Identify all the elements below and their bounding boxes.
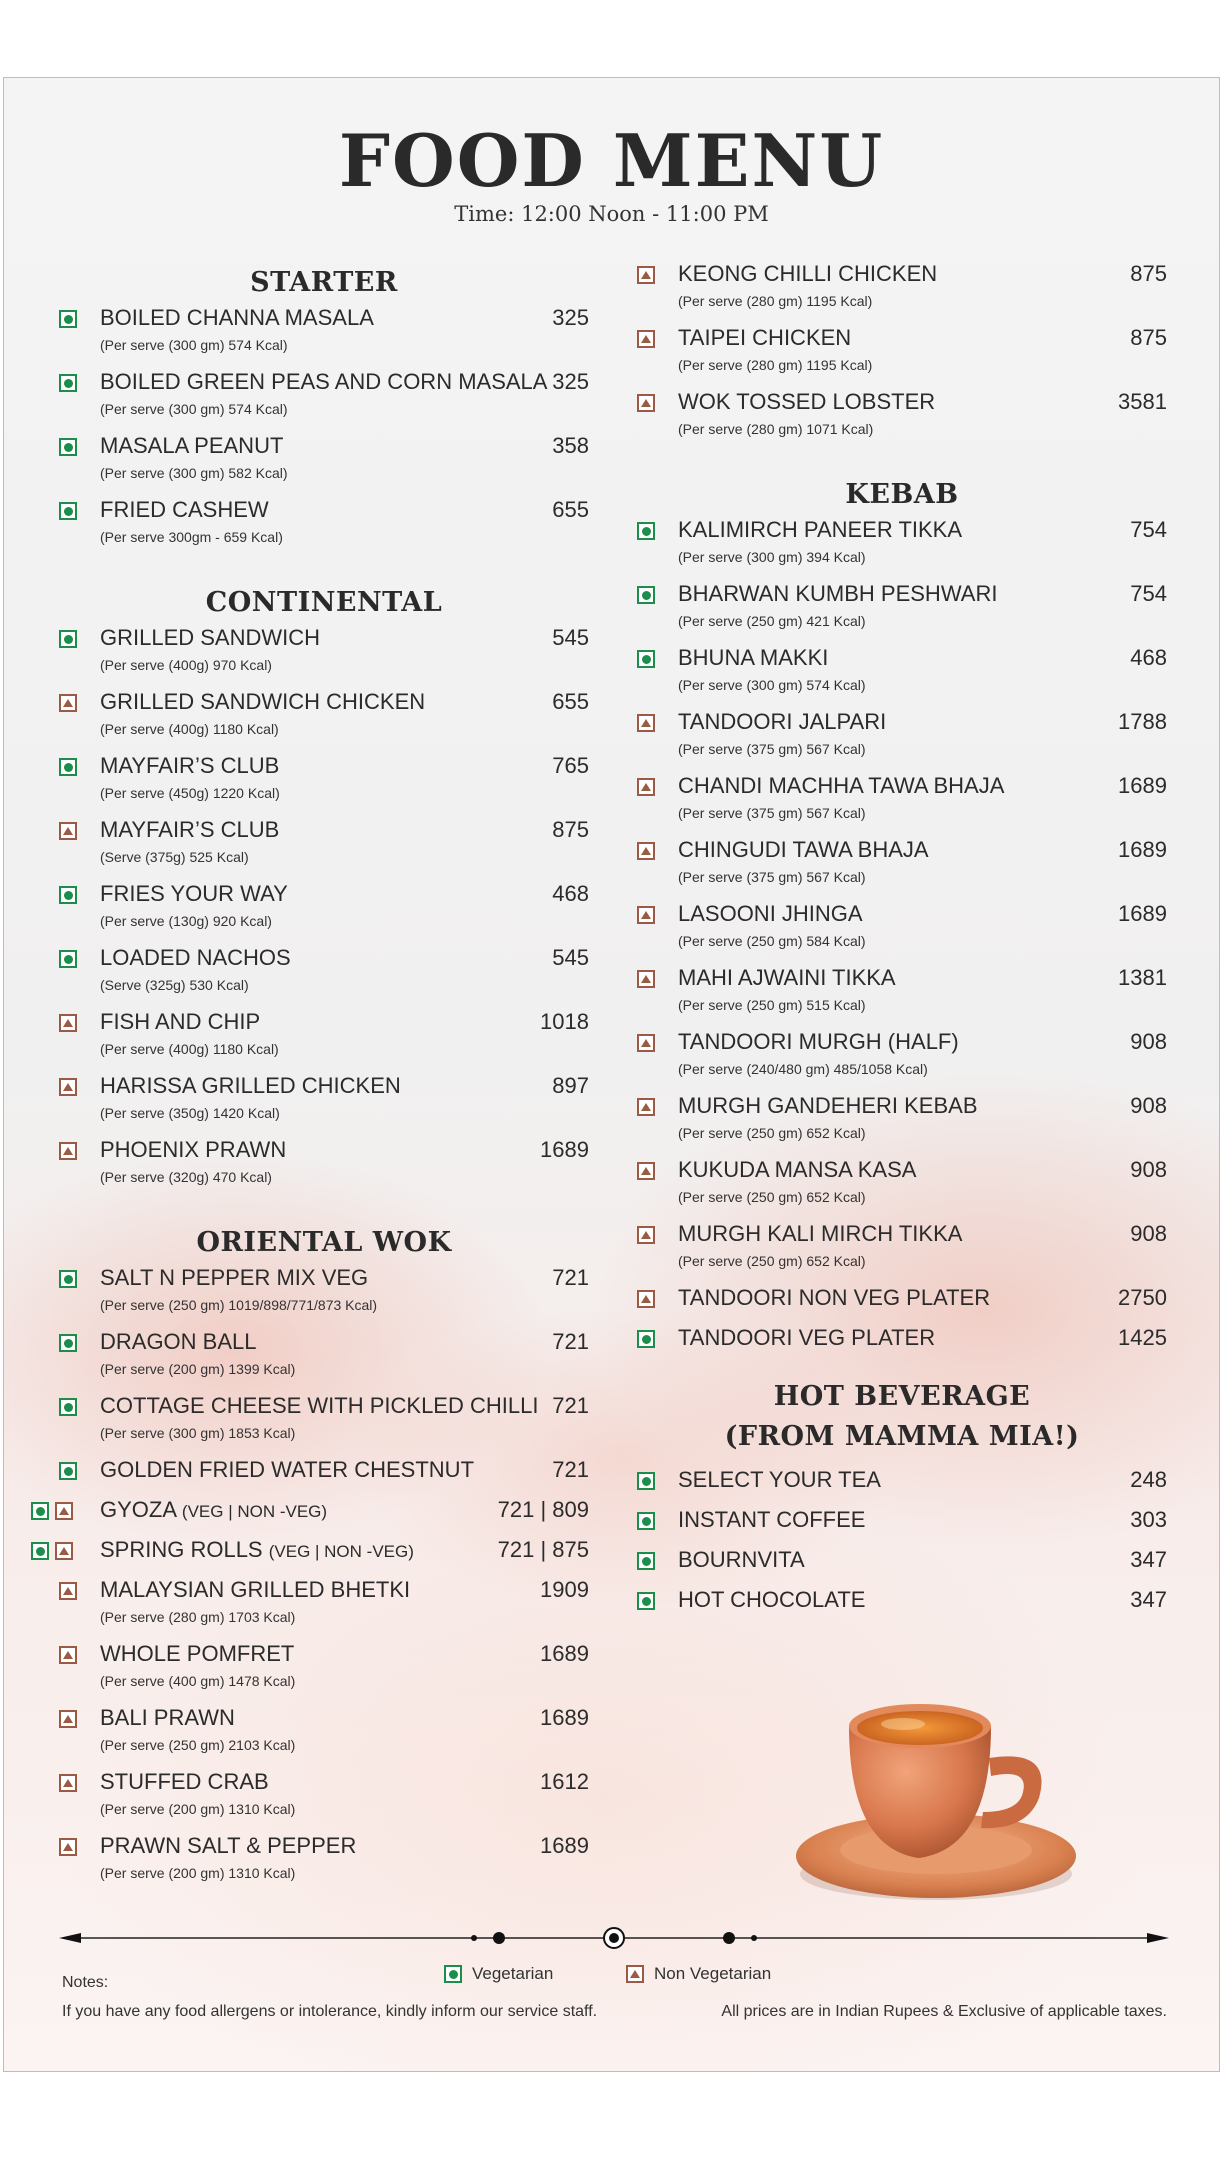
non-veg-symbol-icon [55,1502,73,1520]
notes-title: Notes: [62,1974,109,1991]
menu-item [59,433,589,497]
item-price: 1689 [540,1641,589,1666]
menu-item [59,1137,589,1201]
item-price: 655 [552,689,589,714]
non-veg-symbol-icon [59,1582,77,1600]
veg-symbol-icon [59,1398,77,1416]
item-name: MAYFAIR’S CLUB [100,753,280,778]
section-heading-kebab: KEBAB [845,479,959,510]
item-name: MAYFAIR’S CLUB [100,817,280,842]
non-veg-symbol-icon [637,1034,655,1052]
item-serving: (Per serve (250 gm) 652 Kcal) [678,1125,866,1141]
item-price: 545 [552,945,589,970]
item-serving: (Per serve (375 gm) 567 Kcal) [678,805,866,821]
menu-item [637,1029,1167,1093]
item-name: KEONG CHILLI CHICKEN [678,261,938,286]
menu-item [59,753,589,817]
menu-item [637,901,1167,965]
menu-item [637,709,1167,773]
veg-symbol-icon [637,586,655,604]
section-heading-continental: CONTINENTAL [205,587,443,618]
item-name [100,1537,414,1563]
veg-symbol-icon [59,310,77,328]
non-veg-symbol-icon [59,822,77,840]
item-serving: (Per serve (350g) 1420 Kcal) [100,1105,280,1121]
veg-symbol-icon [637,1330,655,1348]
item-serving: (Per serve (300 gm) 574 Kcal) [678,677,866,693]
non-veg-symbol-icon [55,1542,73,1560]
right-column [637,261,1167,1627]
opening-hours: Time: 12:00 Noon - 11:00 PM [454,202,769,226]
menu-item [637,1093,1167,1157]
menu-item [59,1641,589,1705]
item-name: PRAWN SALT & PEPPER [100,1833,357,1858]
item-serving: (Per serve (200 gm) 1399 Kcal) [100,1361,296,1377]
item-name-text: GYOZA [100,1497,176,1522]
item-price: 1909 [540,1577,589,1602]
non-veg-symbol-icon [637,1098,655,1116]
tea-cup-icon [791,1678,1081,1908]
item-serving: (Per serve (320g) 470 Kcal) [100,1169,272,1185]
item-name: BOURNVITA [678,1547,805,1572]
legend-nonveg-label: Non Vegetarian [654,1964,772,1983]
menu-item [637,517,1167,581]
item-serving: (Per serve (375 gm) 567 Kcal) [678,741,866,757]
non-veg-symbol-icon [637,330,655,348]
item-serving: (Per serve 300gm - 659 Kcal) [100,529,283,545]
veg-symbol-icon [59,374,77,392]
item-serving: (Per serve (300 gm) 1853 Kcal) [100,1425,296,1441]
item-price: 721 [552,1457,589,1482]
item-price: 347 [1130,1547,1167,1572]
legend-veg-label: Vegetarian [472,1964,554,1983]
menu-item [637,645,1167,709]
item-serving: (Per serve (300 gm) 582 Kcal) [100,465,288,481]
item-name: INSTANT COFFEE [678,1507,866,1532]
item-price: 1381 [1118,965,1167,990]
item-name: LASOONI JHINGA [678,901,863,926]
item-price: 358 [552,433,589,458]
menu-item [637,1157,1167,1221]
item-price: 908 [1130,1157,1167,1182]
veg-symbol-icon [59,502,77,520]
item-price: 908 [1130,1029,1167,1054]
menu-item [59,689,589,753]
item-price: 897 [552,1073,589,1098]
non-veg-symbol-icon [626,1965,644,1983]
menu-item [59,1265,589,1329]
menu-item [59,1577,589,1641]
item-variant-tag: (VEG | NON -VEG) [268,1542,414,1561]
item-name: TANDOORI VEG PLATER [678,1325,936,1350]
decorative-divider [59,1923,1169,1953]
item-name: LOADED NACHOS [100,945,291,970]
item-price: 3581 [1118,389,1167,414]
menu-item [59,1497,589,1537]
prices-note: All prices are in Indian Rupees & Exclusive of applicable taxes. [721,2003,1167,2020]
item-price: 545 [552,625,589,650]
item-price: 248 [1130,1467,1167,1492]
non-veg-symbol-icon [637,1226,655,1244]
item-price: 721 | 809 [497,1497,589,1522]
item-name: KALIMIRCH PANEER TIKKA [678,517,963,542]
item-price: 1689 [540,1705,589,1730]
item-name: FRIES YOUR WAY [100,881,288,906]
hot-beverage-title: HOT BEVERAGE [773,1381,1031,1412]
item-price: 655 [552,497,589,522]
item-price: 721 | 875 [497,1537,589,1562]
item-name: BHUNA MAKKI [678,645,829,670]
item-serving: (Per serve (280 gm) 1071 Kcal) [678,421,874,437]
item-name: BHARWAN KUMBH PESHWARI [678,581,998,606]
menu-item [59,1073,589,1137]
non-veg-symbol-icon [637,1162,655,1180]
item-serving: (Per serve (300 gm) 394 Kcal) [678,549,866,565]
non-veg-symbol-icon [59,1710,77,1728]
item-name: MAHI AJWAINI TIKKA [678,965,896,990]
item-name: FRIED CASHEW [100,497,269,522]
veg-symbol-icon [637,522,655,540]
item-price: 721 [552,1265,589,1290]
menu-item [59,497,589,561]
section-heading-hot-beverage [637,1377,1167,1461]
menu-item [637,261,1167,325]
veg-symbol-icon [59,1334,77,1352]
menu-item [59,817,589,881]
non-veg-symbol-icon [637,778,655,796]
item-name: BOILED CHANNA MASALA [100,305,374,330]
veg-symbol-icon [637,1472,655,1490]
item-name: GRILLED SANDWICH [100,625,321,650]
item-serving: (Per serve (250 gm) 1019/898/771/873 Kcal) [100,1297,378,1313]
menu-item [59,881,589,945]
item-name: KUKUDA MANSA KASA [678,1157,917,1182]
item-price: 1018 [540,1009,589,1034]
hot-beverage-subtitle: (FROM MAMMA MIA!) [724,1421,1080,1452]
veg-symbol-icon [59,630,77,648]
non-veg-symbol-icon [59,1014,77,1032]
veg-symbol-icon [59,950,77,968]
menu-item [637,1547,1167,1587]
menu-item [637,325,1167,389]
item-price: 1689 [540,1137,589,1162]
item-serving: (Per serve (250 gm) 652 Kcal) [678,1253,866,1269]
item-serving: (Per serve (280 gm) 1703 Kcal) [100,1609,296,1625]
item-serving: (Per serve (250 gm) 421 Kcal) [678,613,866,629]
menu-item [59,1393,589,1457]
item-name: CHINGUDI TAWA BHAJA [678,837,929,862]
veg-symbol-icon [59,758,77,776]
menu-item [637,1467,1167,1507]
item-price: 468 [1130,645,1167,670]
menu-item [59,1705,589,1769]
item-name: WHOLE POMFRET [100,1641,295,1666]
item-price: 1788 [1118,709,1167,734]
menu-page [3,77,1220,2072]
item-serving: (Serve (375g) 525 Kcal) [100,849,249,865]
menu-item [637,773,1167,837]
item-price: 2750 [1118,1285,1167,1310]
menu-item [59,1537,589,1577]
item-serving: (Per serve (200 gm) 1310 Kcal) [100,1801,296,1817]
item-serving: (Per serve (400g) 970 Kcal) [100,657,272,673]
item-name: CHANDI MACHHA TAWA BHAJA [678,773,1005,798]
item-serving: (Per serve (400g) 1180 Kcal) [100,1041,279,1057]
item-variant-tag: (VEG | NON -VEG) [181,1502,328,1521]
item-name: MALAYSIAN GRILLED BHETKI [100,1577,411,1602]
item-price: 721 [552,1329,589,1354]
item-serving: (Per serve (280 gm) 1195 Kcal) [678,357,873,373]
menu-item [637,1587,1167,1627]
item-price: 1689 [1118,837,1167,862]
item-price: 1689 [1118,901,1167,926]
item-name: BALI PRAWN [100,1705,235,1730]
item-serving: (Per serve (300 gm) 574 Kcal) [100,401,288,417]
veg-symbol-icon [31,1542,49,1560]
item-price: 754 [1130,517,1167,542]
item-name: PHOENIX PRAWN [100,1137,287,1162]
item-price: 1689 [1118,773,1167,798]
menu-item [59,305,589,369]
menu-item [637,389,1167,453]
menu-item [59,1769,589,1833]
item-price: 875 [1130,261,1167,286]
veg-symbol-icon [637,1552,655,1570]
non-veg-symbol-icon [59,1774,77,1792]
item-name: WOK TOSSED LOBSTER [678,389,936,414]
item-price: 1425 [1118,1325,1167,1350]
menu-item [637,837,1167,901]
veg-symbol-icon [444,1965,462,1983]
item-serving: (Per serve (250 gm) 2103 Kcal) [100,1737,296,1753]
item-name: TAIPEI CHICKEN [678,325,852,350]
notes-text: If you have any food allergens or intolerance, kindly inform our service staff. [62,2003,598,2020]
item-serving: (Per serve (280 gm) 1195 Kcal) [678,293,873,309]
item-serving: (Per serve (250 gm) 515 Kcal) [678,997,866,1013]
item-name-text: SPRING ROLLS [100,1537,263,1562]
item-price: 325 [552,305,589,330]
menu-item [59,1329,589,1393]
item-name: DRAGON BALL [100,1329,257,1354]
item-name: GOLDEN FRIED WATER CHESTNUT [100,1457,475,1482]
item-price: 875 [1130,325,1167,350]
item-name: GRILLED SANDWICH CHICKEN [100,689,426,714]
item-price: 347 [1130,1587,1167,1612]
veg-symbol-icon [59,438,77,456]
veg-symbol-icon [637,650,655,668]
menu-item [637,965,1167,1029]
non-veg-symbol-icon [637,714,655,732]
left-column [59,261,589,1897]
non-veg-symbol-icon [637,1290,655,1308]
item-name: TANDOORI NON VEG PLATER [678,1285,991,1310]
item-serving: (Serve (325g) 530 Kcal) [100,977,249,993]
menu-item [59,1009,589,1073]
item-name: TANDOORI JALPARI [678,709,887,734]
item-serving: (Per serve (300 gm) 574 Kcal) [100,337,288,353]
non-veg-symbol-icon [59,1838,77,1856]
non-veg-symbol-icon [637,266,655,284]
item-price: 325 [552,369,589,394]
veg-symbol-icon [59,1270,77,1288]
non-veg-symbol-icon [637,906,655,924]
item-name: SALT N PEPPER MIX VEG [100,1265,369,1290]
item-name: MURGH KALI MIRCH TIKKA [678,1221,963,1246]
item-serving: (Per serve (130g) 920 Kcal) [100,913,272,929]
non-veg-symbol-icon [637,394,655,412]
item-price: 468 [552,881,589,906]
menu-item [637,1507,1167,1547]
non-veg-symbol-icon [59,1142,77,1160]
item-name: SELECT YOUR TEA [678,1467,881,1492]
item-price: 875 [552,817,589,842]
item-price: 754 [1130,581,1167,606]
veg-symbol-icon [637,1592,655,1610]
menu-item [59,945,589,1009]
item-serving: (Per serve (400g) 1180 Kcal) [100,721,279,737]
menu-item [637,1221,1167,1285]
item-name: MASALA PEANUT [100,433,284,458]
menu-item [637,1325,1167,1365]
item-name: MURGH GANDEHERI KEBAB [678,1093,978,1118]
non-veg-symbol-icon [59,1646,77,1664]
non-veg-symbol-icon [59,1078,77,1096]
veg-symbol-icon [59,1462,77,1480]
menu-item [59,1833,589,1897]
item-name: HOT CHOCOLATE [678,1587,866,1612]
non-veg-symbol-icon [637,842,655,860]
item-serving: (Per serve (240/480 gm) 485/1058 Kcal) [678,1061,928,1077]
item-name: TANDOORI MURGH (HALF) [678,1029,959,1054]
item-name: BOILED GREEN PEAS AND CORN MASALA [100,369,548,394]
non-veg-symbol-icon [59,694,77,712]
veg-symbol-icon [31,1502,49,1520]
item-serving: (Per serve (450g) 1220 Kcal) [100,785,280,801]
menu-title: FOOD MENU [338,118,885,203]
item-name: HARISSA GRILLED CHICKEN [100,1073,401,1098]
item-serving: (Per serve (200 gm) 1310 Kcal) [100,1865,296,1881]
non-veg-symbol-icon [637,970,655,988]
item-name: COTTAGE CHEESE WITH PICKLED CHILLI [100,1393,539,1418]
item-serving: (Per serve (250 gm) 584 Kcal) [678,933,866,949]
item-price: 1612 [540,1769,589,1794]
item-name: STUFFED CRAB [100,1769,269,1794]
menu-item [59,1457,589,1497]
veg-symbol-icon [59,886,77,904]
veg-symbol-icon [637,1512,655,1530]
item-price: 908 [1130,1093,1167,1118]
item-name: FISH AND CHIP [100,1009,261,1034]
item-price: 908 [1130,1221,1167,1246]
item-price: 721 [552,1393,589,1418]
item-price: 765 [552,753,589,778]
item-price: 303 [1130,1507,1167,1532]
menu-item [637,1285,1167,1325]
menu-item [59,625,589,689]
menu-item [637,581,1167,645]
section-heading-starter: STARTER [250,267,398,298]
legend-nonveg [626,1964,771,1984]
section-heading-oriental-wok: ORIENTAL WOK [196,1227,452,1258]
item-serving: (Per serve (250 gm) 652 Kcal) [678,1189,866,1205]
menu-item [59,369,589,433]
item-serving: (Per serve (375 gm) 567 Kcal) [678,869,866,885]
item-name [100,1497,327,1523]
item-price: 1689 [540,1833,589,1858]
legend-veg [444,1964,553,1984]
item-serving: (Per serve (400 gm) 1478 Kcal) [100,1673,296,1689]
